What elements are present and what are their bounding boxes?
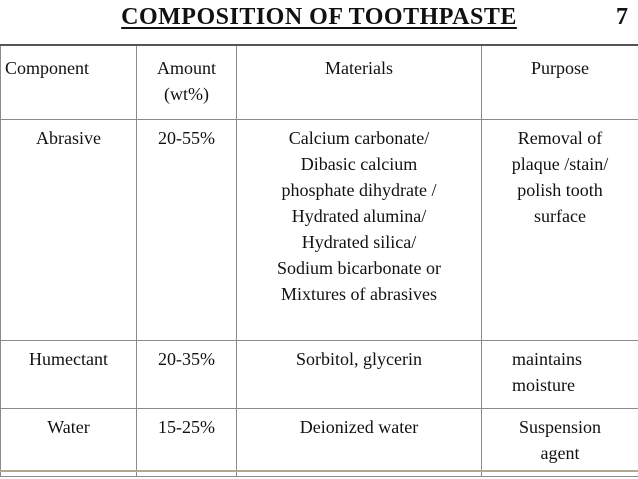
cell-amount: 20-55% [137, 120, 237, 341]
cell-purpose: Removal of plaque /stain/ polish tooth surface [482, 120, 638, 341]
table-header-row [1, 45, 638, 120]
cell-purpose: maintains moisture [482, 341, 638, 409]
header-purpose: Purpose [482, 45, 638, 120]
cell-materials: Calcium carbonate/ Dibasic calcium phosphate dihydrate / Hydrated alumina/ Hydrated silica/ Sodium bicarbonate or Mixtures of abrasives [237, 120, 482, 341]
cell-component: Water [1, 409, 137, 477]
table-row [1, 120, 638, 341]
title-bar [0, 0, 638, 44]
header-component: Component [1, 45, 137, 120]
header-materials: Materials [237, 45, 482, 120]
table-row [1, 409, 638, 477]
cell-amount: 20-35% [137, 341, 237, 409]
cell-amount: 15-25% [137, 409, 237, 477]
table-row [1, 341, 638, 409]
cell-component: Humectant [1, 341, 137, 409]
header-amount: Amount (wt%) [137, 45, 237, 120]
slide-title: COMPOSITION OF TOOTHPASTE [121, 4, 517, 30]
composition-table [0, 44, 638, 477]
cell-purpose: Suspension agent [482, 409, 638, 477]
page-number: 7 [616, 4, 628, 30]
cell-materials: Deionized water [237, 409, 482, 477]
cell-component: Abrasive [1, 120, 137, 341]
bottom-divider [0, 470, 638, 472]
cell-materials: Sorbitol, glycerin [237, 341, 482, 409]
